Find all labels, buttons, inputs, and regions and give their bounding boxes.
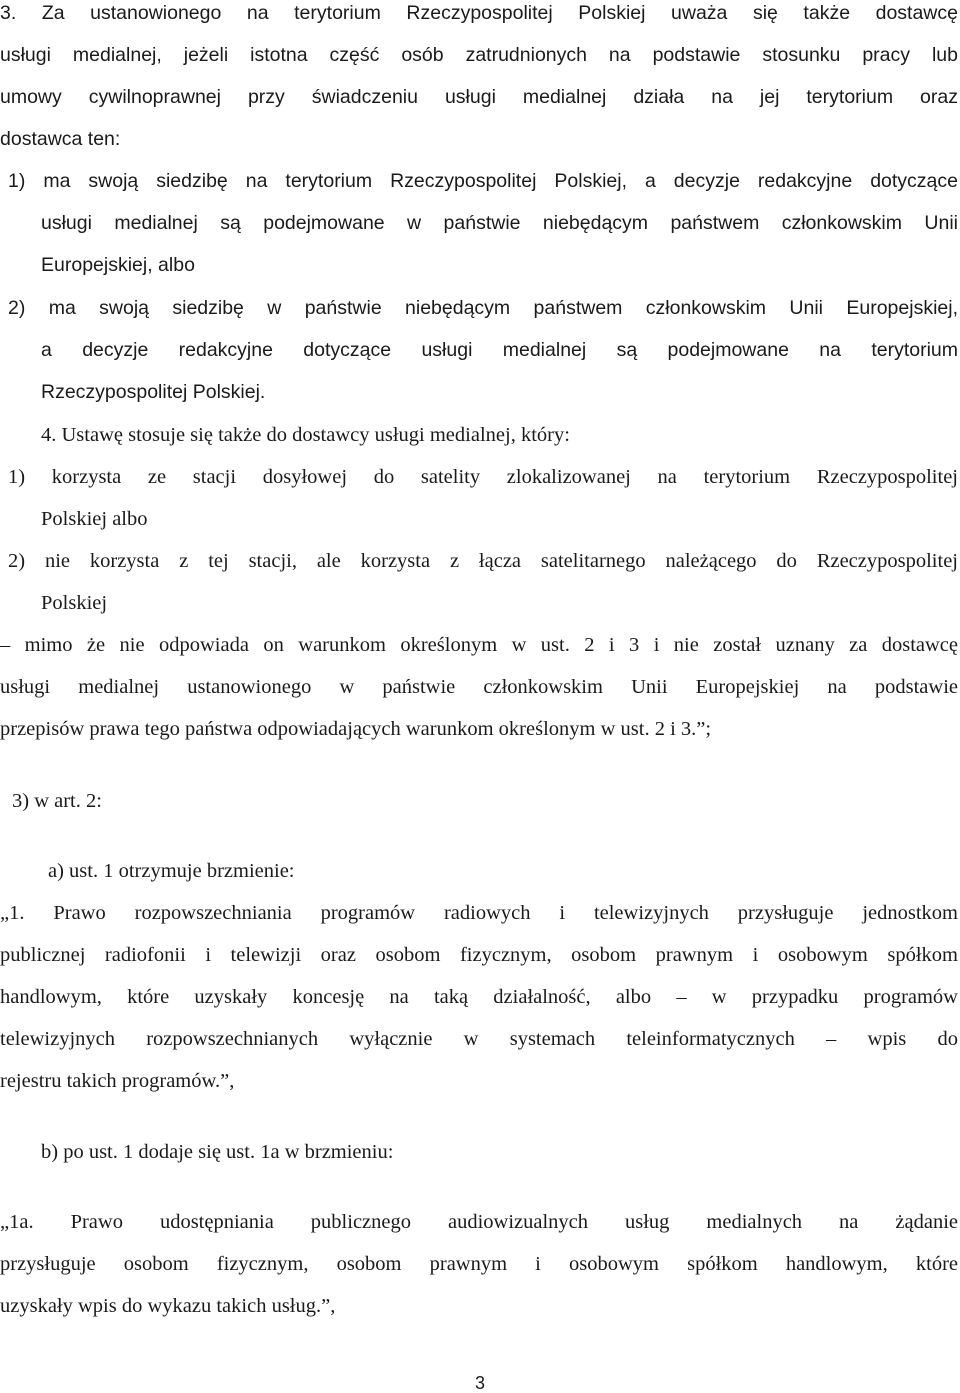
text-line: przysługuje osobom fizycznym, osobom prawnym i osobowym spółkom handlowym, które: [0, 1253, 958, 1275]
text-line: a decyzje redakcyjne dotyczące usługi medialnej są podejmowane na terytorium: [41, 339, 958, 361]
text-line: dostawca ten:: [0, 128, 121, 150]
text-line: 3) w art. 2:: [12, 790, 102, 812]
text-line: „1a. Prawo udostępniania publicznego audiowizualnych usług medialnych na żądanie: [0, 1211, 958, 1233]
text-line: umowy cywilnoprawnej przy świadczeniu usługi medialnej działa na jej terytorium oraz: [0, 86, 958, 108]
text-line: handlowym, które uzyskały koncesję na taką działalność, albo – w przypadku programów: [0, 986, 958, 1008]
text-line: Polskiej albo: [41, 508, 148, 530]
text-line: uzyskały wpis do wykazu takich usług.”,: [0, 1295, 336, 1317]
text-line: 3. Za ustanowionego na terytorium Rzeczypospolitej Polskiej uważa się także dostawcę: [0, 2, 958, 24]
text-line: usługi medialnej ustanowionego w państwie członkowskim Unii Europejskiej na podstawie: [0, 676, 958, 698]
text-line: przepisów prawa tego państwa odpowiadających warunkom określonym w ust. 2 i 3.”;: [0, 718, 712, 740]
text-line: – mimo że nie odpowiada on warunkom określonym w ust. 2 i 3 i nie został uznany za dostawcę: [0, 634, 958, 656]
text-line: publicznej radiofonii i telewizji oraz osobom fizycznym, osobom prawnym i osobowym spółkom: [0, 944, 958, 966]
text-line: Rzeczypospolitej Polskiej.: [41, 381, 266, 403]
text-line: a) ust. 1 otrzymuje brzmienie:: [48, 860, 295, 882]
text-line: 2) nie korzysta z tej stacji, ale korzysta z łącza satelitarnego należącego do Rzeczypospolitej: [8, 550, 958, 572]
text-line: b) po ust. 1 dodaje się ust. 1a w brzmieniu:: [41, 1141, 394, 1163]
text-line: 4. Ustawę stosuje się także do dostawcy usługi medialnej, który:: [41, 424, 570, 446]
text-line: Polskiej: [41, 592, 108, 614]
page-number: 3: [474, 1373, 485, 1393]
text-line: Europejskiej, albo: [41, 254, 195, 276]
text-line: usługi medialnej są podejmowane w państwie niebędącym państwem członkowskim Unii: [41, 212, 958, 234]
text-line: 1) ma swoją siedzibę na terytorium Rzeczypospolitej Polskiej, a decyzje redakcyjne dotyczące: [8, 170, 958, 192]
text-line: „1. Prawo rozpowszechniania programów radiowych i telewizyjnych przysługuje jednostkom: [0, 902, 958, 924]
text-line: 1) korzysta ze stacji dosyłowej do satelity zlokalizowanej na terytorium Rzeczypospolitej: [8, 466, 958, 488]
text-line: 2) ma swoją siedzibę w państwie niebędącym państwem członkowskim Unii Europejskiej,: [8, 297, 958, 319]
text-line: usługi medialnej, jeżeli istotna część osób zatrudnionych na podstawie stosunku pracy lub: [0, 44, 958, 66]
text-line: rejestru takich programów.”,: [0, 1070, 235, 1092]
text-line: telewizyjnych rozpowszechnianych wyłącznie w systemach teleinformatycznych – wpis do: [0, 1028, 958, 1050]
